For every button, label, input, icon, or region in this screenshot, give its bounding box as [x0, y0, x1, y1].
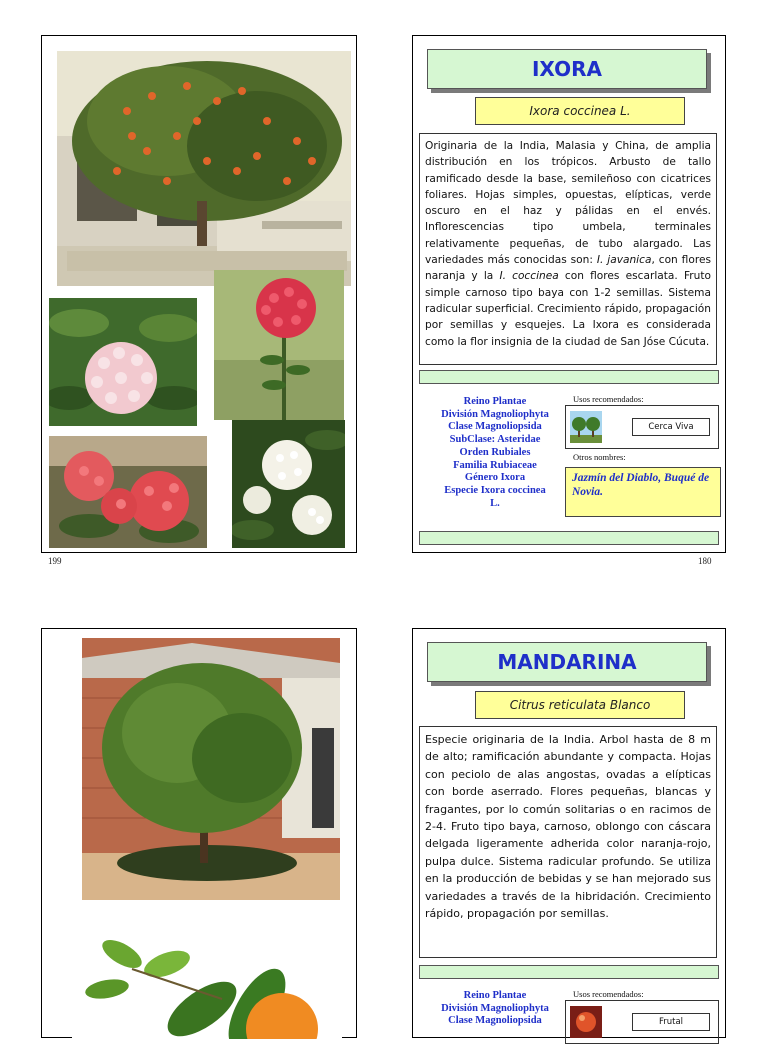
taxonomy-line: Orden Rubiales: [459, 446, 531, 458]
ixora-divider-bar-bottom: [419, 531, 719, 545]
mandarina-usos-value: Frutal: [632, 1013, 710, 1031]
mandarina-divider-bar: [419, 965, 719, 979]
ixora-otros-nombres: Jazmín del Diablo, Buqué de Novia.: [565, 467, 721, 517]
mandarina-title: MANDARINA: [427, 642, 707, 682]
ixora-description: Originaria de la India, Malasia y China, de amplia distribución en los trópicos. Arbusto de tallo ramificado desde la base, semileñoso con cicatrices foliares. Hojas simples, opuestas, elípticas, verde oscuro en el haz y pálidas en el envés. Inflorescencias tipo umbela, terminales relativamente pequeñas, de tubo alargado. Las variedades más conocidas son: I. javanica, con flores naranja y la I. coccinea con flores escarlata. Fruto simple carnoso tipo baya con 1-2 semillas. Sistema radicular superficial. Crecimiento rápido, propagación por semillas y esquejes. La Ixora es considerada como la flor insignia de la ciudad de San Jóse Cúcuta.: [419, 133, 717, 365]
mandarina-scientific-name: Citrus reticulata Blanco: [475, 691, 685, 719]
ixora-otros-label: Otros nombres:: [573, 452, 626, 462]
ixora-shrub-photo: [57, 51, 351, 286]
ixora-red-cluster-photo: [49, 436, 207, 548]
taxonomy-line: División Magnoliophyta: [441, 1002, 549, 1014]
taxonomy-line: Clase Magnoliopsida: [448, 1015, 542, 1027]
mandarina-fruit-photo: [72, 929, 342, 1039]
ixora-scientific-name: Ixora coccinea L.: [475, 97, 685, 125]
taxonomy-line: Familia Rubiaceae: [453, 459, 537, 471]
ixora-usos-value: Cerca Viva: [632, 418, 710, 436]
hedge-trees-icon: [570, 411, 602, 443]
ixora-taxonomy: [419, 396, 571, 510]
ixora-red-flower-photo: [214, 270, 344, 420]
taxonomy-line: Género Ixora: [464, 472, 526, 484]
taxonomy-line: SubClase: Asteridae: [449, 434, 541, 446]
ixora-white-flower-photo: [232, 420, 345, 548]
ixora-usos-box: [565, 405, 719, 449]
mandarina-photo-page: [41, 628, 357, 1038]
taxonomy-line: Reino Plantae: [463, 990, 527, 1001]
taxonomy-line: Especie Ixora coccinea: [444, 484, 546, 496]
ixora-usos-label: Usos recomendados:: [573, 394, 644, 404]
ixora-info-page: [412, 35, 726, 553]
mandarina-usos-box: [565, 1000, 719, 1044]
taxonomy-line: L.: [490, 497, 500, 509]
mandarina-tree-photo: [82, 638, 340, 900]
mandarina-usos-label: Usos recomendados:: [573, 989, 644, 999]
page-number-right: 180: [698, 556, 712, 566]
fruit-icon: [570, 1006, 602, 1038]
ixora-divider-bar-top: [419, 370, 719, 384]
taxonomy-line: División Magnoliophyta: [441, 408, 549, 420]
taxonomy-line: Reino Plantae: [463, 396, 527, 407]
mandarina-description: Especie originaria de la India. Arbol hasta de 8 m de alto; ramificación abundante y compacta. Hojas con peciolo de alas angostas, ovadas a elípticas con borde aserrado. Flores pequeñas, blancas y fragantes, por lo común solitarias o en racimos de 2-4. Fruto tipo baya, carnoso, oblongo con cáscara delgada ligeramente adherida color naranja-rojo, pulpa dulce. Sistema radicular profundo. Se utiliza en la producción de bebidas y se han mejorado sus variedades a través de la hibridación. Crecimiento rápido, propagación por semillas.: [419, 726, 717, 958]
ixora-title: IXORA: [427, 49, 707, 89]
mandarina-taxonomy: [419, 990, 571, 1028]
taxonomy-line: Clase Magnoliopsida: [448, 421, 542, 433]
ixora-photo-page: [41, 35, 357, 553]
mandarina-info-page: [412, 628, 726, 1038]
ixora-pink-flower-photo: [49, 298, 197, 426]
page-number-left: 199: [48, 556, 62, 566]
